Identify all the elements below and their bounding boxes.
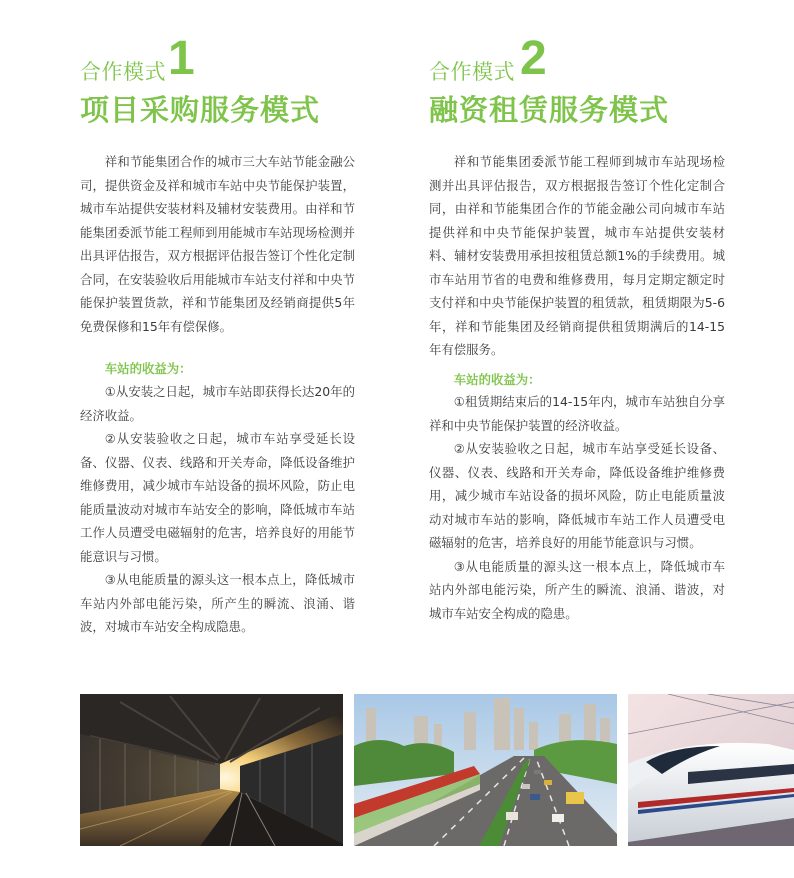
mode-2-benefits — [429, 390, 725, 625]
photo-strip — [80, 694, 794, 846]
mode-2-intro: 祥和节能集团委派节能工程师到城市车站现场检测并出具评估报告，双方根据报告签订个性化定制合同，由祥和节能集团合作的节能金融公司向城市车站提供祥和中央节能保护装置，城市车站提供安装材料、辅材安装费用承担按租赁总额1%的手续费用。城市车站用节省的电费和维修费用，每月定期定额定时支付祥和中央节能保护装置的租赁款，租赁期限为5-6年，祥和节能集团及经销商提供租赁期满后的14-15年有偿服务。 — [429, 154, 725, 357]
mode-1-benefits — [80, 380, 355, 639]
mode-1-intro: 祥和节能集团合作的城市三大车站节能金融公司，提供资金及祥和城市车站中央节能保护装置，城市车站提供安装材料及辅材安装费用。由祥和节能集团委派节能工程师到用能城市车站现场检测并出具评估报告，双方根据评估报告签订个性化定制合同，在安装验收后用能城市车站支付祥和中央节能保护装置货款，祥和节能集团及经销商提供5年免费保修和15年有偿保修。 — [80, 154, 355, 334]
mode-2-benefit-2: ②从安装验收之日起，城市车站享受延长设备、仪器、仪表、线路和开关寿命，降低设备维护维修费用，减少城市车站设备的损坏风险，防止电能质量波动对城市车站的影响，降低城市车站工作人员遭受电磁辐射的危害，培养良好的用能节能意识与习惯。 — [429, 441, 725, 550]
high-speed-train-photo — [628, 694, 794, 846]
mode-1-benefits-heading: 车站的收益为： — [104, 361, 192, 376]
mode-2-benefit-3: ③从电能质量的源头这一根本点上，降低城市车站内外部电能污染，所产生的瞬流、浪涌、谐波，对城市车站安全构成的隐患。 — [429, 558, 725, 621]
station-platform-photo — [80, 694, 343, 846]
city-brt-road-photo — [354, 694, 617, 846]
mode-1-benefit-3: ③从电能质量的源头这一根本点上，降低城市车站内外部电能污染，所产生的瞬流、浪涌、谐波，对城市车站安全构成隐患。 — [80, 572, 355, 634]
mode-2-number: 2 — [520, 32, 547, 85]
mode-2-title: 融资租赁服务模式 — [429, 93, 670, 127]
mode-2-kicker: 合作模式 — [429, 60, 515, 84]
mode-1-kicker: 合作模式 — [80, 60, 166, 84]
mode-1-benefit-2: ②从安装验收之日起，城市车站享受延长设备、仪器、仪表、线路和开关寿命，降低设备维护维修费用，减少城市车站设备的损坏风险，防止电能质量波动对城市车站安全的影响，降低城市车站工作人员遭受电磁辐射的危害，培养良好的用能节能意识与习惯。 — [80, 431, 355, 564]
mode-1-benefit-1: ①从安装之日起，城市车站即获得长达20年的经济收益。 — [80, 384, 355, 423]
mode-1-title: 项目采购服务模式 — [80, 93, 321, 127]
mode-1-number: 1 — [168, 32, 195, 85]
mode-2-benefit-1: ①租赁期结束后的14-15年内，城市车站独自分享祥和中央节能保护装置的经济收益。 — [429, 394, 725, 433]
mode-2-benefits-heading: 车站的收益为： — [453, 372, 541, 387]
